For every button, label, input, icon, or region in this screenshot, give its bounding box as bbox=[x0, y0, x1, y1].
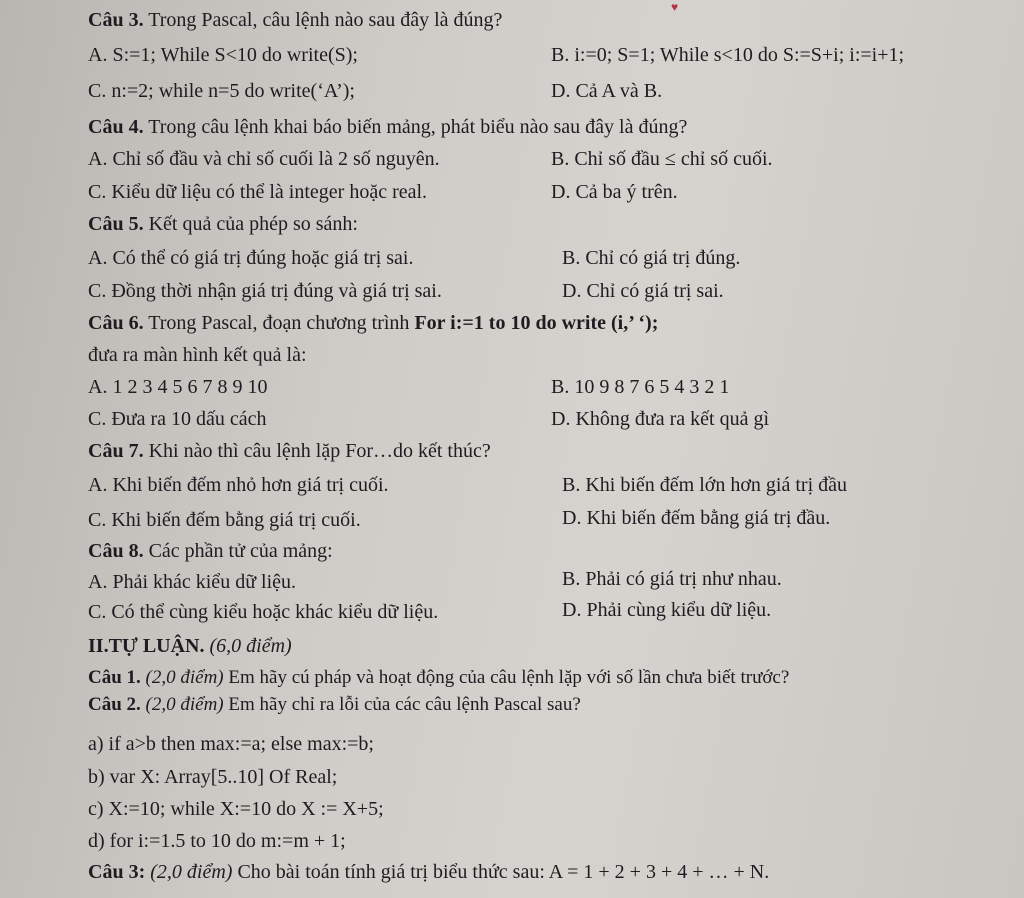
option-c: C. Có thể cùng kiểu hoặc khác kiểu dữ liệu. bbox=[88, 601, 439, 623]
option-a: A. Chỉ số đầu và chỉ số cuối là 2 số nguyên. bbox=[88, 148, 440, 170]
question-label: Câu 6. bbox=[88, 312, 144, 334]
option-b: B. Khi biến đếm lớn hơn giá trị đầu bbox=[562, 474, 847, 496]
pen-mark: ♥ bbox=[671, 0, 679, 14]
question-6-stem-continued: đưa ra màn hình kết quả là: bbox=[88, 344, 307, 366]
option-d: D. Phải cùng kiểu dữ liệu. bbox=[562, 599, 772, 621]
option-a: A. Có thể có giá trị đúng hoặc giá trị sai. bbox=[88, 247, 414, 269]
question-code: For i:=1 to 10 do write (i,’ ‘); bbox=[414, 312, 659, 334]
option-a: A. 1 2 3 4 5 6 7 8 9 10 bbox=[88, 376, 268, 398]
essay-2-item-d: d) for i:=1.5 to 10 do m:=m + 1; bbox=[88, 830, 346, 852]
option-b: B. Phải có giá trị như nhau. bbox=[562, 568, 782, 590]
question-text: Các phần tử của mảng: bbox=[148, 540, 333, 562]
option-d: D. Không đưa ra kết quả gì bbox=[551, 408, 770, 430]
option-d: D. Cả ba ý trên. bbox=[551, 181, 678, 203]
option-b: B. Chỉ số đầu ≤ chỉ số cuối. bbox=[551, 148, 773, 170]
question-label: Câu 3. bbox=[88, 9, 144, 31]
question-label: Câu 4. bbox=[88, 116, 144, 138]
option-c: C. n:=2; while n=5 do write(‘A’); bbox=[88, 80, 355, 102]
option-c: C. Đưa ra 10 dấu cách bbox=[88, 408, 267, 430]
essay-2-item-b: b) var X: Array[5..10] Of Real; bbox=[88, 766, 338, 788]
option-c: C. Kiểu dữ liệu có thể là integer hoặc real. bbox=[88, 181, 428, 203]
option-d: D. Cả A và B. bbox=[551, 80, 663, 102]
question-label: Câu 7. bbox=[88, 440, 144, 462]
question-6-stem bbox=[88, 311, 658, 335]
question-points: (2,0 điểm) bbox=[145, 694, 224, 715]
question-text: Trong Pascal, câu lệnh nào sau đây là đúng? bbox=[148, 9, 503, 31]
question-text: Khi nào thì câu lệnh lặp For…do kết thúc? bbox=[148, 440, 491, 462]
option-d: D. Khi biến đếm bằng giá trị đầu. bbox=[562, 507, 831, 529]
question-text: Em hãy chỉ ra lỗi của các câu lệnh Pascal sau? bbox=[228, 694, 581, 715]
essay-question-3 bbox=[88, 860, 769, 884]
question-8-stem bbox=[88, 539, 333, 563]
option-c: C. Khi biến đếm bằng giá trị cuối. bbox=[88, 509, 361, 531]
question-3-stem bbox=[88, 8, 502, 32]
option-a: A. Phải khác kiểu dữ liệu. bbox=[88, 571, 297, 593]
option-b: B. 10 9 8 7 6 5 4 3 2 1 bbox=[551, 376, 730, 398]
question-7-stem bbox=[88, 439, 491, 463]
question-points: (2,0 điểm) bbox=[150, 861, 233, 883]
question-4-stem bbox=[88, 115, 687, 139]
section-title: II.TỰ LUẬN. bbox=[88, 635, 205, 657]
question-points: (2,0 điểm) bbox=[145, 667, 224, 688]
section-points: (6,0 điểm) bbox=[209, 635, 292, 657]
essay-2-item-c: c) X:=10; while X:=10 do X := X+5; bbox=[88, 798, 384, 820]
question-text: Trong câu lệnh khai báo biến mảng, phát biểu nào sau đây là đúng? bbox=[148, 116, 688, 138]
option-d: D. Chỉ có giá trị sai. bbox=[562, 280, 724, 302]
question-label: Câu 8. bbox=[88, 540, 144, 562]
option-b: B. Chỉ có giá trị đúng. bbox=[562, 247, 741, 269]
question-label: Câu 2. bbox=[88, 694, 141, 715]
question-text: Cho bài toán tính giá trị biểu thức sau: A = 1 + 2 + 3 + 4 + … + N. bbox=[237, 861, 770, 883]
question-label: Câu 5. bbox=[88, 213, 144, 235]
essay-question-2 bbox=[88, 693, 581, 717]
essay-question-1 bbox=[88, 666, 789, 690]
question-5-stem bbox=[88, 212, 358, 236]
essay-2-item-a: a) if a>b then max:=a; else max:=b; bbox=[88, 733, 374, 755]
question-label: Câu 1. bbox=[88, 667, 141, 688]
question-label: Câu 3: bbox=[88, 861, 146, 883]
question-text: Em hãy cú pháp và hoạt động của câu lệnh lặp với số lần chưa biết trước? bbox=[228, 667, 790, 688]
option-c: C. Đồng thời nhận giá trị đúng và giá trị sai. bbox=[88, 280, 442, 302]
option-a: A. S:=1; While S<10 do write(S); bbox=[88, 44, 358, 66]
question-text: Trong Pascal, đoạn chương trình bbox=[148, 312, 410, 334]
option-a: A. Khi biến đếm nhỏ hơn giá trị cuối. bbox=[88, 474, 389, 496]
question-text: Kết quả của phép so sánh: bbox=[148, 213, 358, 235]
section-heading bbox=[88, 634, 292, 658]
option-b: B. i:=0; S=1; While s<10 do S:=S+i; i:=i+1; bbox=[551, 44, 905, 66]
